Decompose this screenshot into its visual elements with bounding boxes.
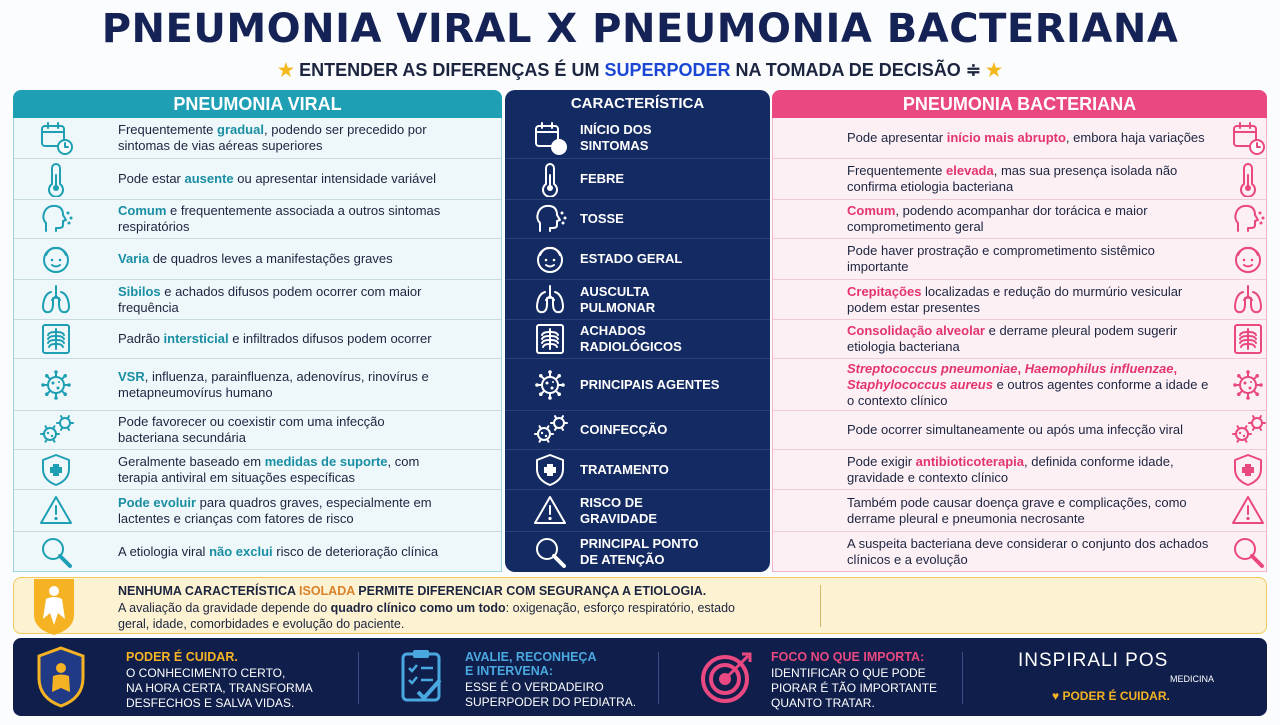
virus-icon — [1230, 367, 1266, 403]
characteristic-row — [505, 532, 770, 572]
footer-2-title-line: E INTERVENA: — [465, 664, 553, 678]
superhero-badge-icon — [30, 575, 78, 637]
bacterial-row — [773, 200, 1266, 239]
footer-2-line: ESSE É O VERDADEIRO — [465, 680, 604, 694]
bacterial-description — [847, 284, 1214, 316]
subtitle-text-after: NA TOMADA DE DECISÃO ≑ — [730, 60, 981, 80]
footer-1-line: NA HORA CERTA, TRANSFORMA — [126, 681, 313, 695]
footer-3-body — [771, 666, 937, 711]
virus-icon — [532, 367, 568, 403]
highlight-text: início mais abrupto — [946, 130, 1066, 145]
calendar-clock-icon — [1230, 120, 1266, 156]
bacterial-description — [847, 454, 1214, 486]
highlight-text: Comum — [847, 203, 896, 218]
footer-divider — [658, 652, 659, 704]
body-text: A etiologia viral — [118, 544, 210, 559]
highlight-text: antibioticoterapia — [915, 453, 1025, 469]
bacterial-description — [847, 163, 1214, 195]
calendar-clock-icon — [532, 120, 568, 156]
xray-icon — [1230, 321, 1266, 357]
bacterial-row — [773, 239, 1266, 280]
checklist-icon — [400, 648, 444, 704]
characteristic-label: INÍCIO DOS SINTOMAS — [580, 122, 652, 153]
footer-2-line: SUPERPODER DO PEDIATRA. — [465, 695, 637, 709]
bacterial-description — [847, 243, 1214, 275]
characteristic-label: TOSSE — [580, 211, 624, 226]
body-text: , influenza, parainfluenza, adenovírus, rinovírus e metapneumovírus humano — [118, 368, 429, 400]
characteristic-column-header: CARACTERÍSTICA — [505, 90, 770, 118]
shield-cross-icon — [38, 452, 74, 488]
body-text: Geralmente baseado em — [118, 453, 265, 469]
bacterial-row — [773, 532, 1266, 572]
body-text: Também pode causar doença grave e complicações, como derrame pleural e pneumonia necrosante — [847, 494, 1187, 526]
body-text: para quadros graves, especialmente em lactentes e crianças com fatores de risco — [118, 494, 432, 526]
body-text: Pode apresentar — [847, 130, 947, 145]
bacterial-row — [773, 320, 1266, 359]
thermometer-icon — [1230, 161, 1266, 197]
note-body-before: A avaliação da gravidade depende do — [118, 601, 331, 615]
note-headline — [118, 584, 706, 598]
magnifier-icon — [38, 534, 74, 570]
brand-tagline — [1052, 689, 1170, 703]
child-face-icon — [1230, 241, 1266, 277]
cough-icon — [532, 201, 568, 237]
subtitle-highlight: SUPERPODER — [604, 60, 731, 80]
virus-icon — [38, 367, 74, 403]
note-headline-before: NENHUMA CARACTERÍSTICA — [118, 584, 300, 598]
characteristic-label: PRINCIPAIS AGENTES — [580, 376, 720, 392]
characteristic-label: COINFECÇÃO — [580, 422, 668, 437]
xray-icon — [532, 321, 568, 357]
viral-description — [118, 331, 448, 347]
footer-1-title: PODER É CUIDAR. — [126, 650, 238, 664]
organism-name: Haemophilus influenzae — [1024, 360, 1174, 376]
body-text: Frequentemente — [847, 163, 947, 178]
bacterial-row — [773, 450, 1266, 490]
bacterial-column-header: PNEUMONIA BACTERIANA — [772, 90, 1267, 118]
bacterial-description — [847, 323, 1214, 355]
body-text: e outros agentes conforme a idade e o contexto clínico — [847, 376, 1209, 408]
body-text: Padrão — [118, 331, 164, 346]
viral-row — [14, 490, 501, 532]
body-text: ou apresentar intensidade variável — [233, 171, 436, 186]
footer-3-line: IDENTIFICAR O QUE PODE — [771, 666, 926, 680]
highlight-text: gradual — [217, 122, 264, 137]
viral-row — [14, 411, 501, 450]
brand-tagline-text: PODER É CUIDAR. — [1062, 689, 1170, 703]
hero-shield-icon — [36, 646, 86, 708]
highlight-text: ausente — [184, 171, 234, 186]
note-body-after: : oxigenação, esforço respiratório, estado geral, idade, comorbidades e evolução do paciente. — [118, 601, 735, 631]
characteristic-row — [505, 200, 770, 239]
characteristic-label: AUSCULTA PULMONAR — [580, 283, 656, 315]
highlight-text: Consolidação alveolar — [847, 323, 985, 338]
bacterial-row — [773, 280, 1266, 320]
target-icon — [700, 650, 754, 704]
shield-cross-icon — [1230, 452, 1266, 488]
body-text: A suspeita bacteriana deve considerar o conjunto dos achados clínicos e a evolução — [847, 536, 1209, 567]
highlight-text: Crepitações — [847, 283, 922, 299]
footer-2-title-line: AVALIE, RECONHEÇA — [465, 650, 597, 664]
coinfection-icon — [1230, 412, 1266, 448]
viral-row — [14, 118, 501, 159]
lungs-icon — [532, 282, 568, 318]
body-text: de quadros leves a manifestações graves — [149, 251, 393, 266]
viral-description — [118, 414, 448, 446]
footer-3-line: PIORAR É TÃO IMPORTANTE — [771, 681, 938, 695]
characteristic-label: FEBRE — [580, 171, 625, 186]
shield-cross-icon — [532, 452, 568, 488]
thermometer-icon — [38, 161, 74, 197]
magnifier-icon — [532, 534, 568, 570]
highlight-text: elevada — [946, 163, 994, 178]
characteristic-column — [505, 118, 770, 572]
body-text: , embora haja variações — [1065, 130, 1205, 145]
viral-row — [14, 239, 501, 280]
body-text: risco de deterioração clínica — [272, 544, 439, 559]
thermometer-icon — [532, 161, 568, 197]
bacterial-description — [847, 361, 1214, 409]
highlight-text: , — [1173, 360, 1178, 376]
viral-description — [118, 454, 448, 486]
highlight-text: , — [1017, 360, 1025, 376]
characteristic-row — [505, 118, 770, 159]
viral-description — [118, 203, 448, 235]
child-face-icon — [532, 241, 568, 277]
body-text: , mas sua presença isolada não confirma etiologia bacteriana — [847, 163, 1178, 194]
characteristic-row — [505, 450, 770, 490]
characteristic-label: PRINCIPAL PONTO DE ATENÇÃO — [580, 536, 699, 567]
viral-column-header: PNEUMONIA VIRAL — [13, 90, 502, 118]
bacterial-description — [847, 203, 1214, 235]
child-face-icon — [38, 241, 74, 277]
viral-description — [118, 369, 448, 401]
characteristic-row — [505, 359, 770, 411]
warning-icon — [532, 493, 568, 529]
coinfection-icon — [532, 412, 568, 448]
warning-icon — [38, 493, 74, 529]
viral-row — [14, 450, 501, 490]
body-text: Frequentemente — [118, 122, 218, 137]
highlight-text: medidas de suporte — [264, 453, 388, 469]
lungs-icon — [1230, 282, 1266, 318]
cough-icon — [1230, 201, 1266, 237]
highlight-text: Comum — [118, 203, 167, 218]
viral-row — [14, 200, 501, 239]
note-body — [118, 600, 748, 632]
bacterial-row — [773, 411, 1266, 450]
highlight-text: VSR — [118, 368, 145, 384]
calendar-clock-icon — [38, 120, 74, 156]
note-headline-after: PERMITE DIFERENCIAR COM SEGURANÇA A ETIOLOGIA. — [354, 584, 707, 598]
brand-logo: INSPIRALI POS — [1018, 650, 1169, 671]
highlight-text: Varia — [118, 251, 150, 266]
characteristic-label: RISCO DE GRAVIDADE — [580, 494, 658, 526]
body-text: Pode exigir — [847, 453, 916, 469]
viral-row — [14, 159, 501, 200]
footer-divider — [358, 652, 359, 704]
page-subtitle — [0, 60, 1280, 81]
characteristic-label: TRATAMENTO — [580, 461, 669, 477]
footer-2-title — [465, 650, 597, 678]
body-text: Pode haver prostração e comprometimento sistêmico importante — [847, 243, 1155, 274]
star-icon: ★ — [985, 60, 1003, 80]
body-text: , com terapia antiviral em situações específicas — [118, 453, 420, 485]
bacterial-description — [847, 130, 1214, 146]
star-icon: ★ — [277, 60, 295, 80]
organism-name: Streptococcus pneumoniae — [847, 360, 1018, 376]
viral-description — [118, 284, 448, 316]
footer-3-line: QUANTO TRATAR. — [771, 696, 875, 710]
characteristic-row — [505, 280, 770, 320]
viral-description — [118, 251, 448, 267]
body-text: , podendo acompanhar dor torácica e maior comprometimento geral — [847, 203, 1148, 234]
footer-3-title: FOCO NO QUE IMPORTA: — [771, 650, 925, 664]
warning-icon — [1230, 493, 1266, 529]
highlight-text: Sibilos — [118, 283, 161, 299]
viral-description — [118, 544, 448, 560]
footer-1-line: DESFECHOS E SALVA VIDAS. — [126, 696, 295, 710]
viral-column — [13, 118, 502, 572]
viral-row — [14, 320, 501, 359]
viral-row — [14, 359, 501, 411]
body-text: Pode estar — [118, 171, 185, 186]
highlight-text: Pode evoluir — [118, 494, 197, 510]
characteristic-row — [505, 159, 770, 200]
cough-icon — [38, 201, 74, 237]
bacterial-row — [773, 359, 1266, 411]
body-text: , definida conforme idade, gravidade e contexto clínico — [847, 453, 1174, 485]
bacterial-row — [773, 490, 1266, 532]
body-text: Pode favorecer ou coexistir com uma infecção bacteriana secundária — [118, 414, 385, 445]
body-text: localizadas e redução do murmúrio vesicular podem estar presentes — [847, 283, 1183, 315]
note-body-bold: quadro clínico como um todo — [330, 601, 506, 615]
page-title: PNEUMONIA VIRAL X PNEUMONIA BACTERIANA — [101, 6, 1179, 52]
bacterial-description — [847, 422, 1214, 438]
footer-1-line: O CONHECIMENTO CERTO, — [126, 666, 286, 680]
characteristic-row — [505, 320, 770, 359]
viral-description — [118, 495, 448, 527]
bacterial-description — [847, 495, 1214, 527]
brand-subtitle: MEDICINA — [1170, 674, 1215, 684]
footer-2-body — [465, 680, 636, 710]
body-text: e frequentemente associada a outros sintomas respiratórios — [118, 203, 441, 234]
viral-description — [118, 122, 448, 154]
body-text: e derrame pleural podem sugerir etiologia bacteriana — [847, 323, 1178, 354]
organism-name: Staphylococcus aureus — [847, 376, 993, 392]
magnifier-icon — [1230, 534, 1266, 570]
coinfection-icon — [38, 412, 74, 448]
body-text: Pode ocorrer simultaneamente ou após uma infecção viral — [847, 422, 1184, 437]
characteristic-row — [505, 411, 770, 450]
xray-icon — [38, 321, 74, 357]
lungs-icon — [38, 282, 74, 318]
viral-row — [14, 280, 501, 320]
body-text: e achados difusos podem ocorrer com maior frequência — [118, 283, 422, 315]
highlight-text: intersticial — [163, 331, 229, 346]
characteristic-label: ACHADOS RADIOLÓGICOS — [580, 323, 682, 354]
bacterial-column — [772, 118, 1267, 572]
highlight-text: não exclui — [209, 544, 273, 559]
viral-row — [14, 532, 501, 572]
body-text: e infiltrados difusos podem ocorrer — [228, 331, 432, 346]
characteristic-row — [505, 490, 770, 532]
note-divider — [820, 585, 821, 627]
characteristic-label: ESTADO GERAL — [580, 251, 683, 266]
footer-1-body — [126, 666, 313, 711]
bacterial-row — [773, 159, 1266, 200]
bacterial-description — [847, 536, 1214, 568]
subtitle-text-before: ENTENDER AS DIFERENÇAS É UM — [299, 60, 605, 80]
viral-description — [118, 171, 448, 187]
body-text: , podendo ser precedido por sintomas de vias aéreas superiores — [118, 122, 427, 153]
note-headline-highlight: ISOLADA — [299, 584, 355, 598]
characteristic-row — [505, 239, 770, 280]
bacterial-row — [773, 118, 1266, 159]
footer-divider — [962, 652, 963, 704]
heart-icon: ♥ — [1052, 689, 1060, 703]
